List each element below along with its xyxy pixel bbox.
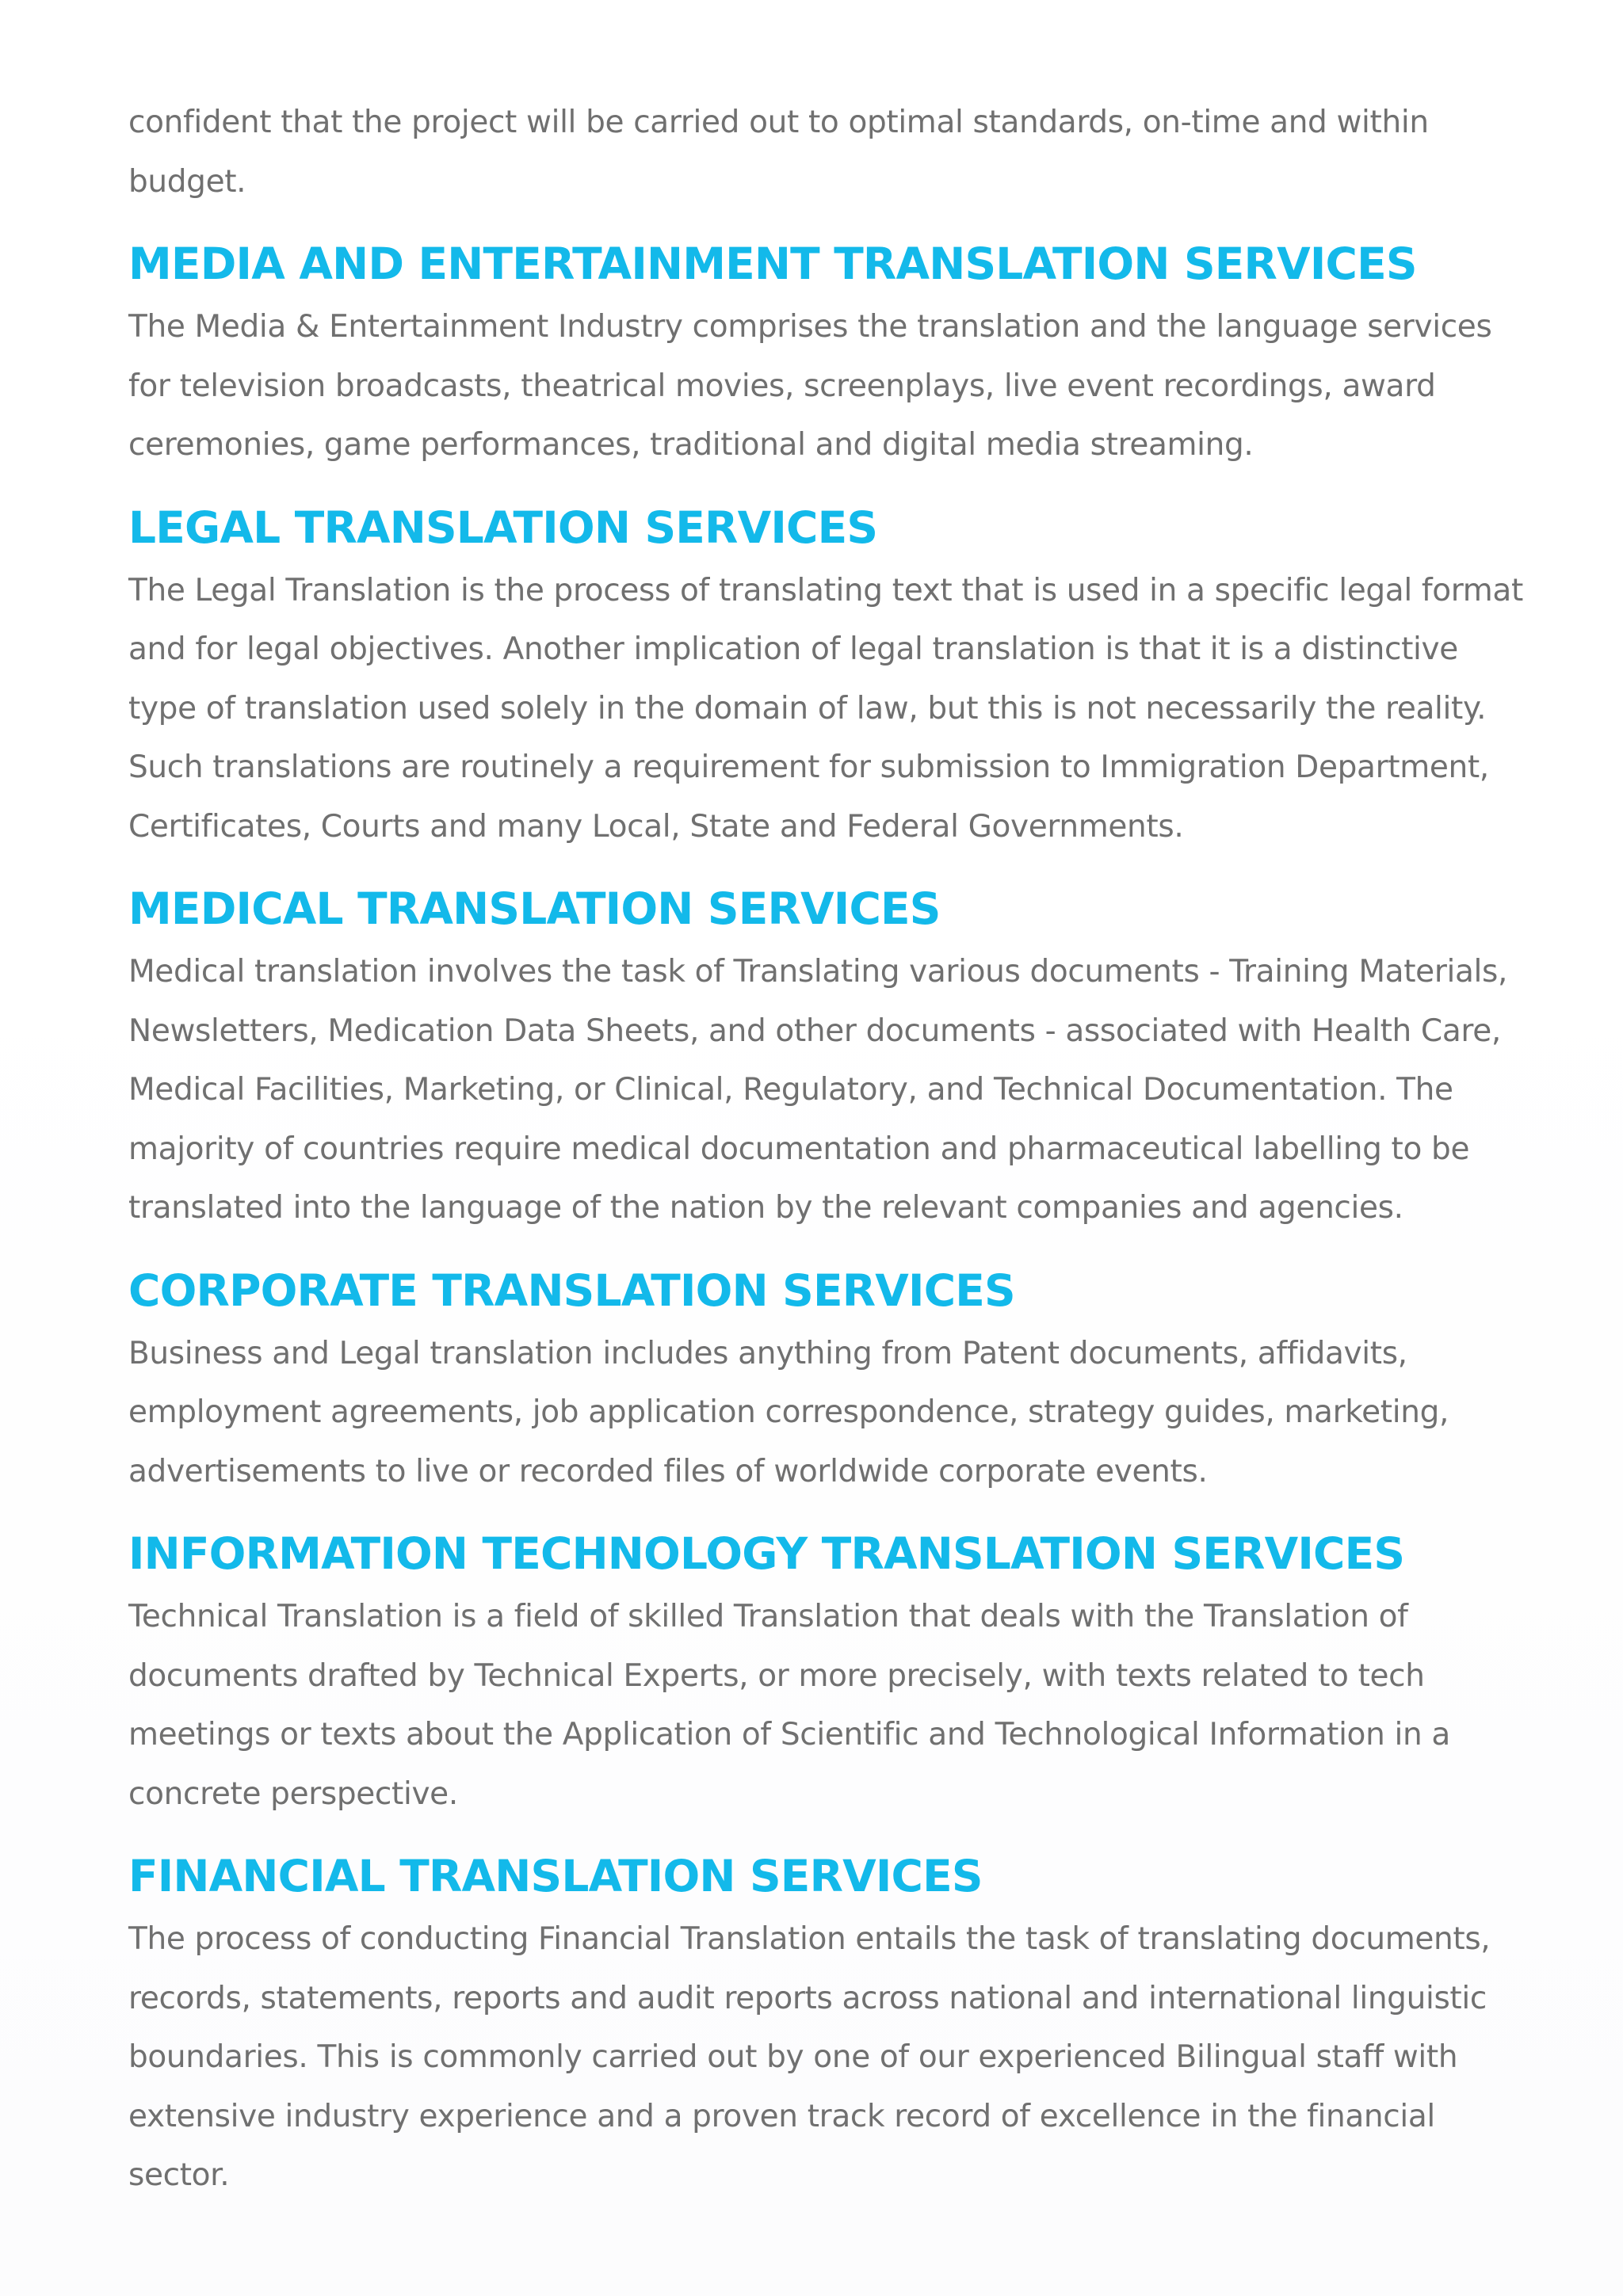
section-body: Business and Legal translation includes anything from Patent documents, affidavits, employment agreements, job application correspondence, strategy guides, marketing, advertisements to live or recorded files of worldwide corporate events.	[128, 1335, 1459, 1489]
section-body: Medical translation involves the task of Translating various documents - Training Materials, Newsletters, Medication Data Sheets, and other documents - associated with Health Care, Medical Facilities, Marketing, or Clinical, Regulatory, and Technical Documentation. The majority of countries require medical documentation and pharmaceutical labelling to be translated into the language of the nation by the relevant companies and agencies.	[128, 954, 1518, 1226]
section-heading: MEDIA AND ENTERTAINMENT TRANSLATION SERVICES	[128, 238, 1417, 289]
section-heading: LEGAL TRANSLATION SERVICES	[128, 502, 878, 553]
section-body: The Legal Translation is the process of translating text that is used in a specific legal format and for legal objectives. Another implication of legal translation is that it is a distinctive type of translation used solely in the domain of law, but this is not necessarily the reality. Such translations are routinely a requirement for submission to Immigration Department, Certificates, Courts and many Local, State and Federal Governments.	[128, 572, 1533, 845]
section-body: The Media & Entertainment Industry comprises the translation and the language services for television broadcasts, theatrical movies, screenplays, live event recordings, award ceremonies, game performances, traditional and digital media streaming.	[128, 309, 1502, 463]
section-heading: MEDICAL TRANSLATION SERVICES	[128, 883, 941, 934]
section-heading: INFORMATION TECHNOLOGY TRANSLATION SERVICES	[128, 1528, 1405, 1579]
section-body: The process of conducting Financial Translation entails the task of translating documents, records, statements, reports and audit reports across national and international linguistic boundaries. This is commonly carried out by one of our experienced Bilingual staff with extensive industry experience and a proven track record of excellence in the financial sector.	[128, 1921, 1500, 2193]
section-medical	[128, 883, 1523, 1238]
section-legal	[128, 502, 1533, 857]
section-financial	[128, 1851, 1523, 2206]
section-heading: CORPORATE TRANSLATION SERVICES	[128, 1264, 1015, 1316]
section-information-technology	[128, 1528, 1523, 1824]
section-media-entertainment	[128, 238, 1523, 475]
section-corporate	[128, 1265, 1523, 1502]
section-body: Technical Translation is a field of skilled Translation that deals with the Translation of documents drafted by Technical Experts, or more precisely, with texts related to tech meetings or texts about the Application of Scientific and Technological Information in a concrete perspective.	[128, 1599, 1460, 1812]
section-heading: FINANCIAL TRANSLATION SERVICES	[128, 1851, 983, 1901]
intro-paragraph: confident that the project will be carried out to optimal standards, on-time and within budget.	[128, 105, 1438, 200]
document-content	[128, 93, 1533, 2206]
